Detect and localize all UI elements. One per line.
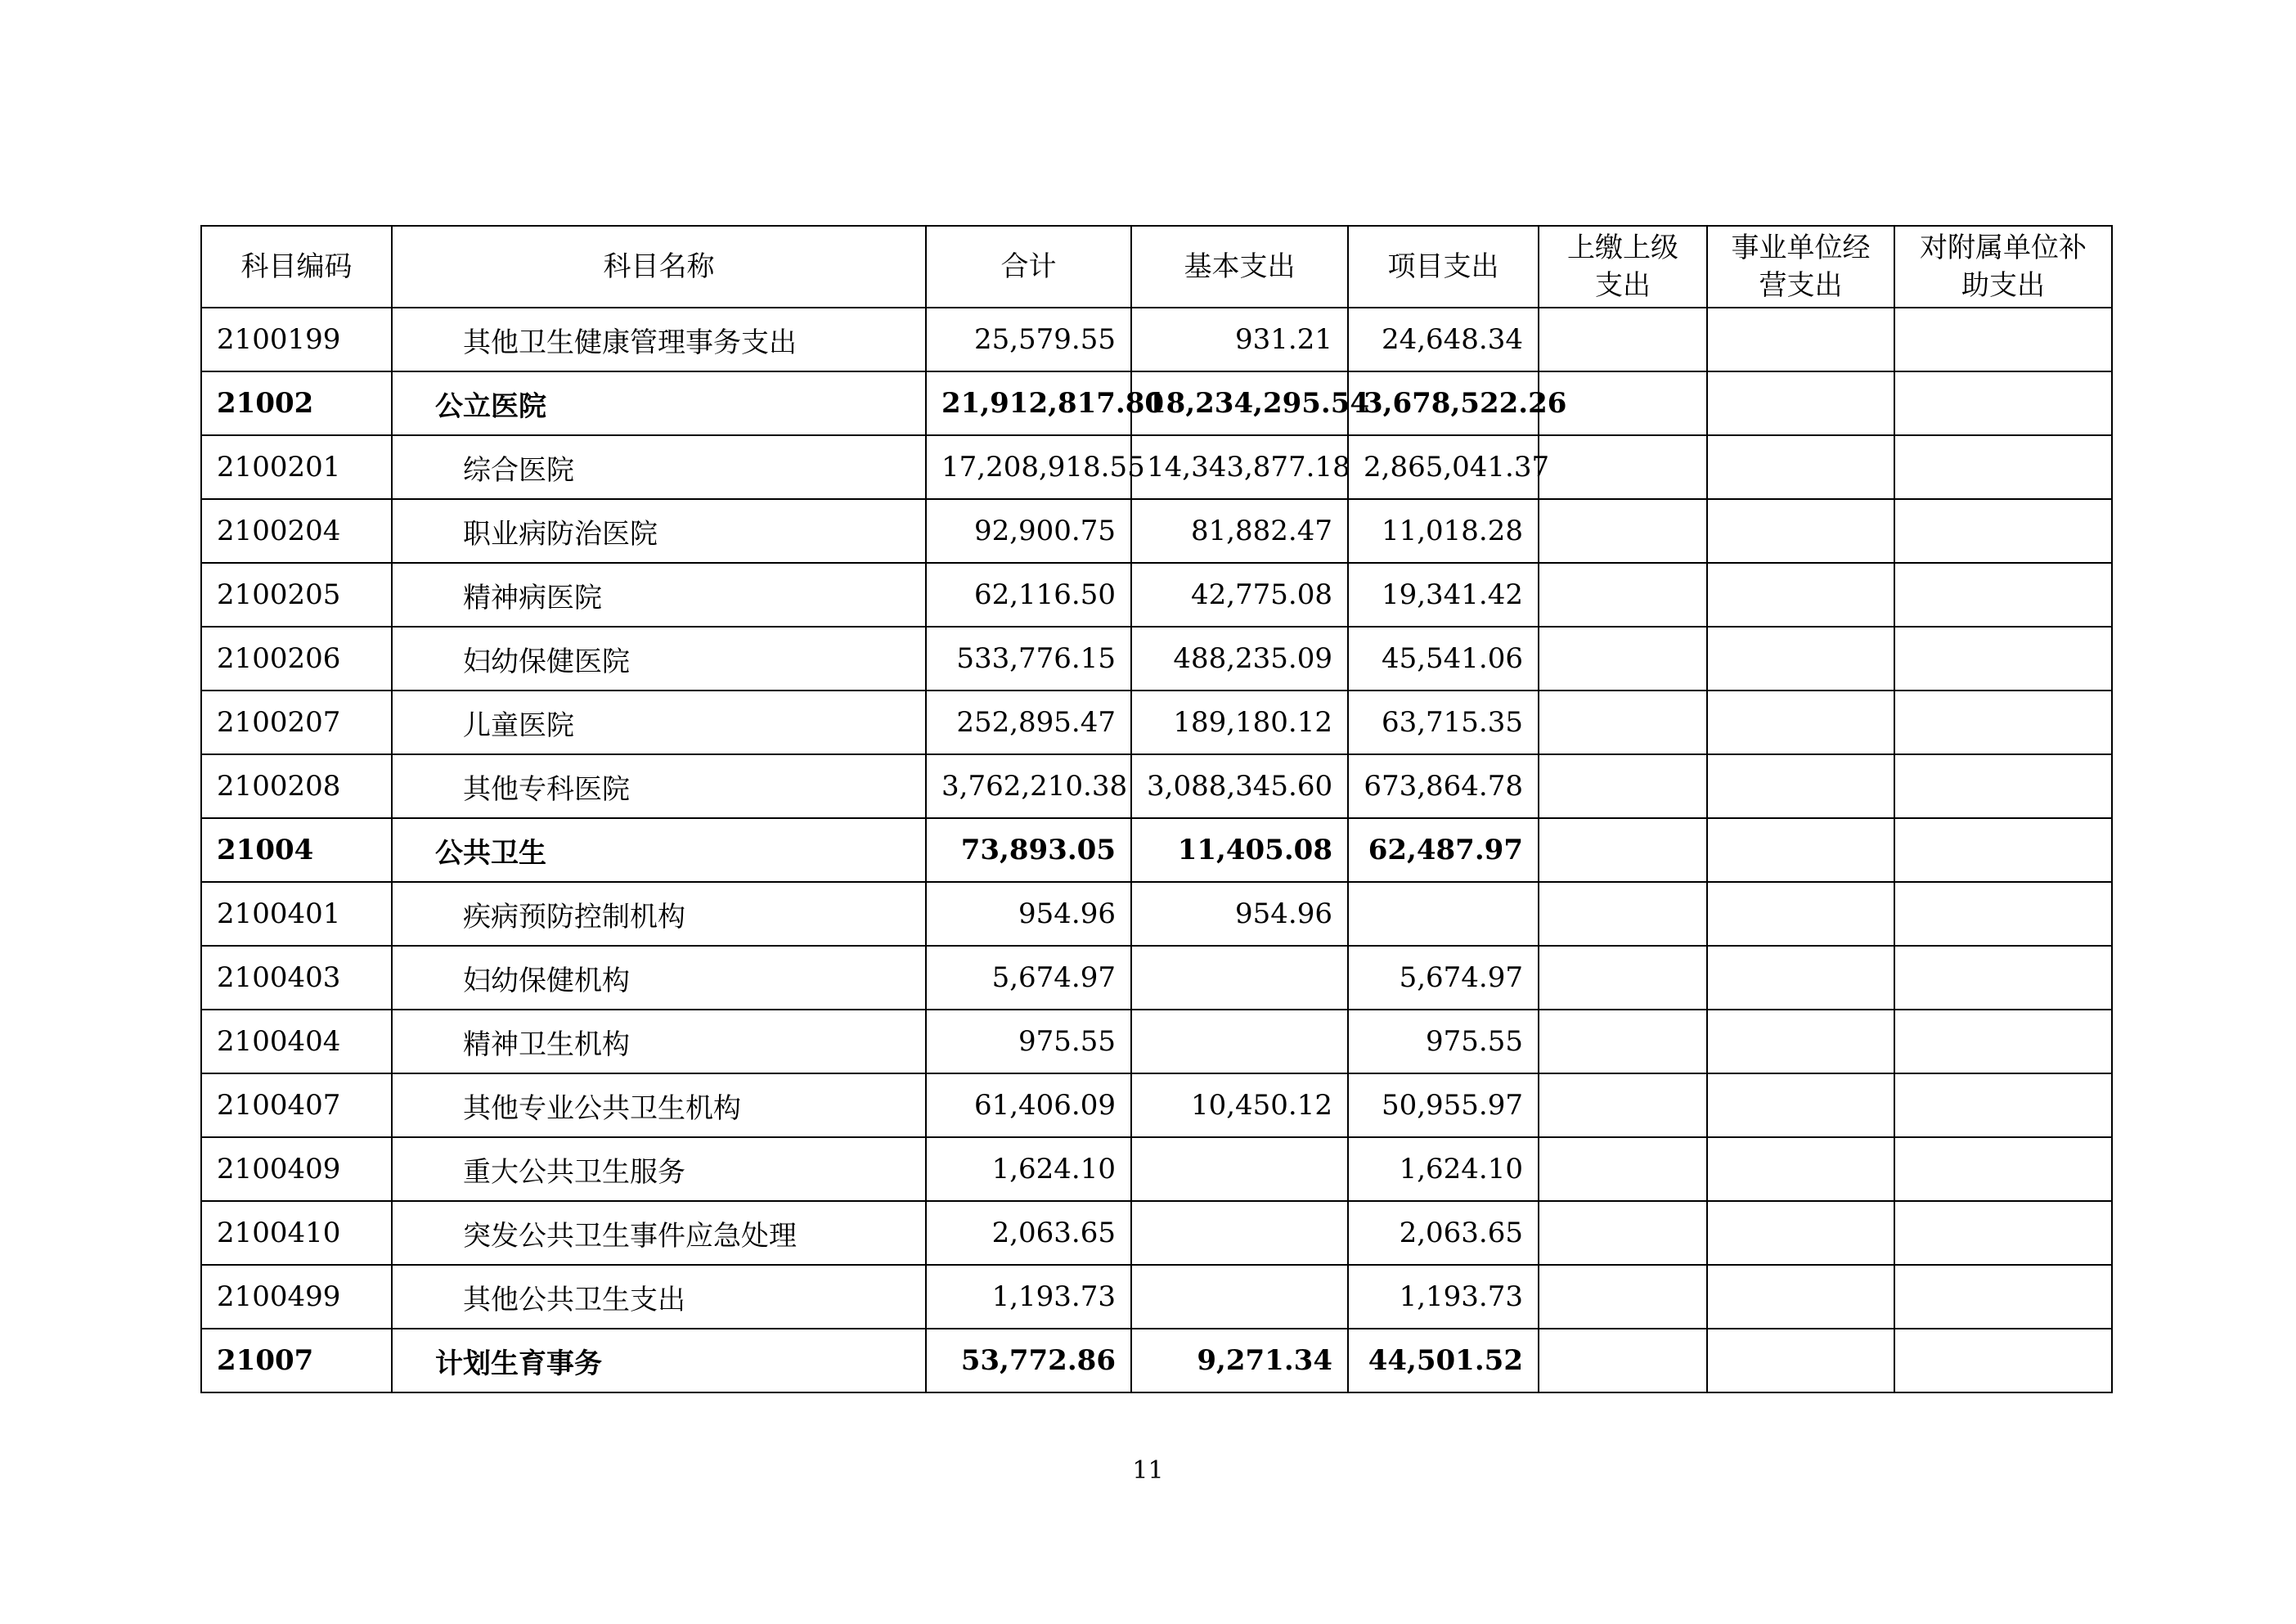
row-basic: [1131, 1010, 1348, 1073]
row-name: 其他卫生健康管理事务支出: [392, 308, 926, 371]
row-remit: [1539, 754, 1707, 818]
table-row: [201, 371, 2112, 435]
row-remit: [1539, 1073, 1707, 1137]
row-project: 62,487.97: [1348, 818, 1539, 882]
row-code: 2100404: [201, 1010, 392, 1073]
row-basic: 9,271.34: [1131, 1329, 1348, 1392]
row-name: 精神卫生机构: [392, 1010, 926, 1073]
row-project: 975.55: [1348, 1010, 1539, 1073]
row-basic: 954.96: [1131, 882, 1348, 946]
row-operation: [1707, 882, 1894, 946]
row-code: 2100407: [201, 1073, 392, 1137]
row-name: 其他专业公共卫生机构: [392, 1073, 926, 1137]
row-code: 2100199: [201, 308, 392, 371]
table-row: [201, 563, 2112, 627]
header-name: 科目名称: [392, 226, 926, 308]
row-subsidy: [1894, 1329, 2112, 1392]
row-total: 21,912,817.80: [926, 371, 1131, 435]
row-total: 17,208,918.55: [926, 435, 1131, 499]
table-row: [201, 1137, 2112, 1201]
row-total: 62,116.50: [926, 563, 1131, 627]
row-total: 3,762,210.38: [926, 754, 1131, 818]
row-basic: [1131, 1137, 1348, 1201]
row-basic: 18,234,295.54: [1131, 371, 1348, 435]
row-project: 5,674.97: [1348, 946, 1539, 1010]
row-remit: [1539, 435, 1707, 499]
row-name: 其他专科医院: [392, 754, 926, 818]
row-name: 其他公共卫生支出: [392, 1265, 926, 1329]
table-header-row: [201, 226, 2112, 308]
row-subsidy: [1894, 1073, 2112, 1137]
row-subsidy: [1894, 754, 2112, 818]
header-basic: 基本支出: [1131, 226, 1348, 308]
header-project: 项目支出: [1348, 226, 1539, 308]
row-code: 21004: [201, 818, 392, 882]
row-code: 2100403: [201, 946, 392, 1010]
row-basic: [1131, 946, 1348, 1010]
row-project: 673,864.78: [1348, 754, 1539, 818]
row-total: 954.96: [926, 882, 1131, 946]
row-code: 2100205: [201, 563, 392, 627]
row-project: 1,193.73: [1348, 1265, 1539, 1329]
row-total: 53,772.86: [926, 1329, 1131, 1392]
row-operation: [1707, 691, 1894, 754]
row-operation: [1707, 1010, 1894, 1073]
table-row: [201, 627, 2112, 691]
row-operation: [1707, 308, 1894, 371]
table-row: [201, 818, 2112, 882]
table-row: [201, 1201, 2112, 1265]
row-project: 1,624.10: [1348, 1137, 1539, 1201]
row-remit: [1539, 691, 1707, 754]
row-name: 职业病防治医院: [392, 499, 926, 563]
budget-expenditure-table: [200, 225, 2113, 1393]
row-total: 975.55: [926, 1010, 1131, 1073]
row-operation: [1707, 1073, 1894, 1137]
row-subsidy: [1894, 371, 2112, 435]
table-row: [201, 435, 2112, 499]
row-operation: [1707, 818, 1894, 882]
row-code: 2100499: [201, 1265, 392, 1329]
row-remit: [1539, 499, 1707, 563]
row-remit: [1539, 1265, 1707, 1329]
table-body: [201, 308, 2112, 1392]
table-row: [201, 946, 2112, 1010]
row-project: [1348, 882, 1539, 946]
table-row: [201, 1265, 2112, 1329]
row-operation: [1707, 1137, 1894, 1201]
row-project: 3,678,522.26: [1348, 371, 1539, 435]
row-subsidy: [1894, 1265, 2112, 1329]
row-operation: [1707, 1265, 1894, 1329]
row-code: 2100409: [201, 1137, 392, 1201]
row-basic: [1131, 1265, 1348, 1329]
header-operation: 事业单位经营支出: [1707, 226, 1894, 308]
row-project: 19,341.42: [1348, 563, 1539, 627]
row-operation: [1707, 563, 1894, 627]
row-subsidy: [1894, 882, 2112, 946]
row-operation: [1707, 435, 1894, 499]
row-subsidy: [1894, 435, 2112, 499]
row-name: 疾病预防控制机构: [392, 882, 926, 946]
header-subsidy: 对附属单位补助支出: [1894, 226, 2112, 308]
row-name: 儿童医院: [392, 691, 926, 754]
row-remit: [1539, 1137, 1707, 1201]
table-row: [201, 691, 2112, 754]
row-basic: 488,235.09: [1131, 627, 1348, 691]
row-name: 公立医院: [392, 371, 926, 435]
row-remit: [1539, 563, 1707, 627]
row-name: 突发公共卫生事件应急处理: [392, 1201, 926, 1265]
row-remit: [1539, 946, 1707, 1010]
row-total: 1,624.10: [926, 1137, 1131, 1201]
row-basic: [1131, 1201, 1348, 1265]
row-project: 11,018.28: [1348, 499, 1539, 563]
row-name: 计划生育事务: [392, 1329, 926, 1392]
row-name: 妇幼保健机构: [392, 946, 926, 1010]
row-basic: 10,450.12: [1131, 1073, 1348, 1137]
row-subsidy: [1894, 1137, 2112, 1201]
header-remit: 上缴上级支出: [1539, 226, 1707, 308]
row-code: 2100201: [201, 435, 392, 499]
row-code: 21002: [201, 371, 392, 435]
row-subsidy: [1894, 946, 2112, 1010]
row-operation: [1707, 627, 1894, 691]
row-basic: 81,882.47: [1131, 499, 1348, 563]
row-project: 2,063.65: [1348, 1201, 1539, 1265]
row-operation: [1707, 1201, 1894, 1265]
row-remit: [1539, 1201, 1707, 1265]
row-remit: [1539, 1010, 1707, 1073]
row-basic: 931.21: [1131, 308, 1348, 371]
row-name: 精神病医院: [392, 563, 926, 627]
row-remit: [1539, 882, 1707, 946]
row-subsidy: [1894, 1010, 2112, 1073]
row-operation: [1707, 499, 1894, 563]
row-total: 25,579.55: [926, 308, 1131, 371]
row-remit: [1539, 1329, 1707, 1392]
row-total: 73,893.05: [926, 818, 1131, 882]
table-row: [201, 499, 2112, 563]
page-number: 11: [1132, 1456, 1164, 1485]
row-subsidy: [1894, 499, 2112, 563]
row-name: 妇幼保健医院: [392, 627, 926, 691]
row-basic: 14,343,877.18: [1131, 435, 1348, 499]
table-row: [201, 1329, 2112, 1392]
row-code: 2100206: [201, 627, 392, 691]
table-row: [201, 882, 2112, 946]
row-subsidy: [1894, 308, 2112, 371]
row-name: 综合医院: [392, 435, 926, 499]
row-project: 63,715.35: [1348, 691, 1539, 754]
row-subsidy: [1894, 818, 2112, 882]
row-operation: [1707, 1329, 1894, 1392]
row-subsidy: [1894, 563, 2112, 627]
table-row: [201, 754, 2112, 818]
row-operation: [1707, 754, 1894, 818]
row-code: 2100410: [201, 1201, 392, 1265]
row-project: 44,501.52: [1348, 1329, 1539, 1392]
table-row: [201, 1010, 2112, 1073]
row-code: 21007: [201, 1329, 392, 1392]
table-row: [201, 1073, 2112, 1137]
row-code: 2100208: [201, 754, 392, 818]
row-code: 2100207: [201, 691, 392, 754]
row-total: 92,900.75: [926, 499, 1131, 563]
row-remit: [1539, 308, 1707, 371]
row-subsidy: [1894, 627, 2112, 691]
row-basic: 11,405.08: [1131, 818, 1348, 882]
row-total: 533,776.15: [926, 627, 1131, 691]
row-subsidy: [1894, 1201, 2112, 1265]
header-code: 科目编码: [201, 226, 392, 308]
row-project: 45,541.06: [1348, 627, 1539, 691]
row-basic: 42,775.08: [1131, 563, 1348, 627]
row-name: 重大公共卫生服务: [392, 1137, 926, 1201]
row-code: 2100401: [201, 882, 392, 946]
row-operation: [1707, 946, 1894, 1010]
row-total: 2,063.65: [926, 1201, 1131, 1265]
row-project: 24,648.34: [1348, 308, 1539, 371]
row-code: 2100204: [201, 499, 392, 563]
row-project: 2,865,041.37: [1348, 435, 1539, 499]
row-total: 1,193.73: [926, 1265, 1131, 1329]
row-project: 50,955.97: [1348, 1073, 1539, 1137]
header-total: 合计: [926, 226, 1131, 308]
row-remit: [1539, 627, 1707, 691]
row-subsidy: [1894, 691, 2112, 754]
row-remit: [1539, 818, 1707, 882]
row-basic: 189,180.12: [1131, 691, 1348, 754]
row-total: 252,895.47: [926, 691, 1131, 754]
row-name: 公共卫生: [392, 818, 926, 882]
row-total: 5,674.97: [926, 946, 1131, 1010]
row-total: 61,406.09: [926, 1073, 1131, 1137]
row-basic: 3,088,345.60: [1131, 754, 1348, 818]
row-operation: [1707, 371, 1894, 435]
table-row: [201, 308, 2112, 371]
